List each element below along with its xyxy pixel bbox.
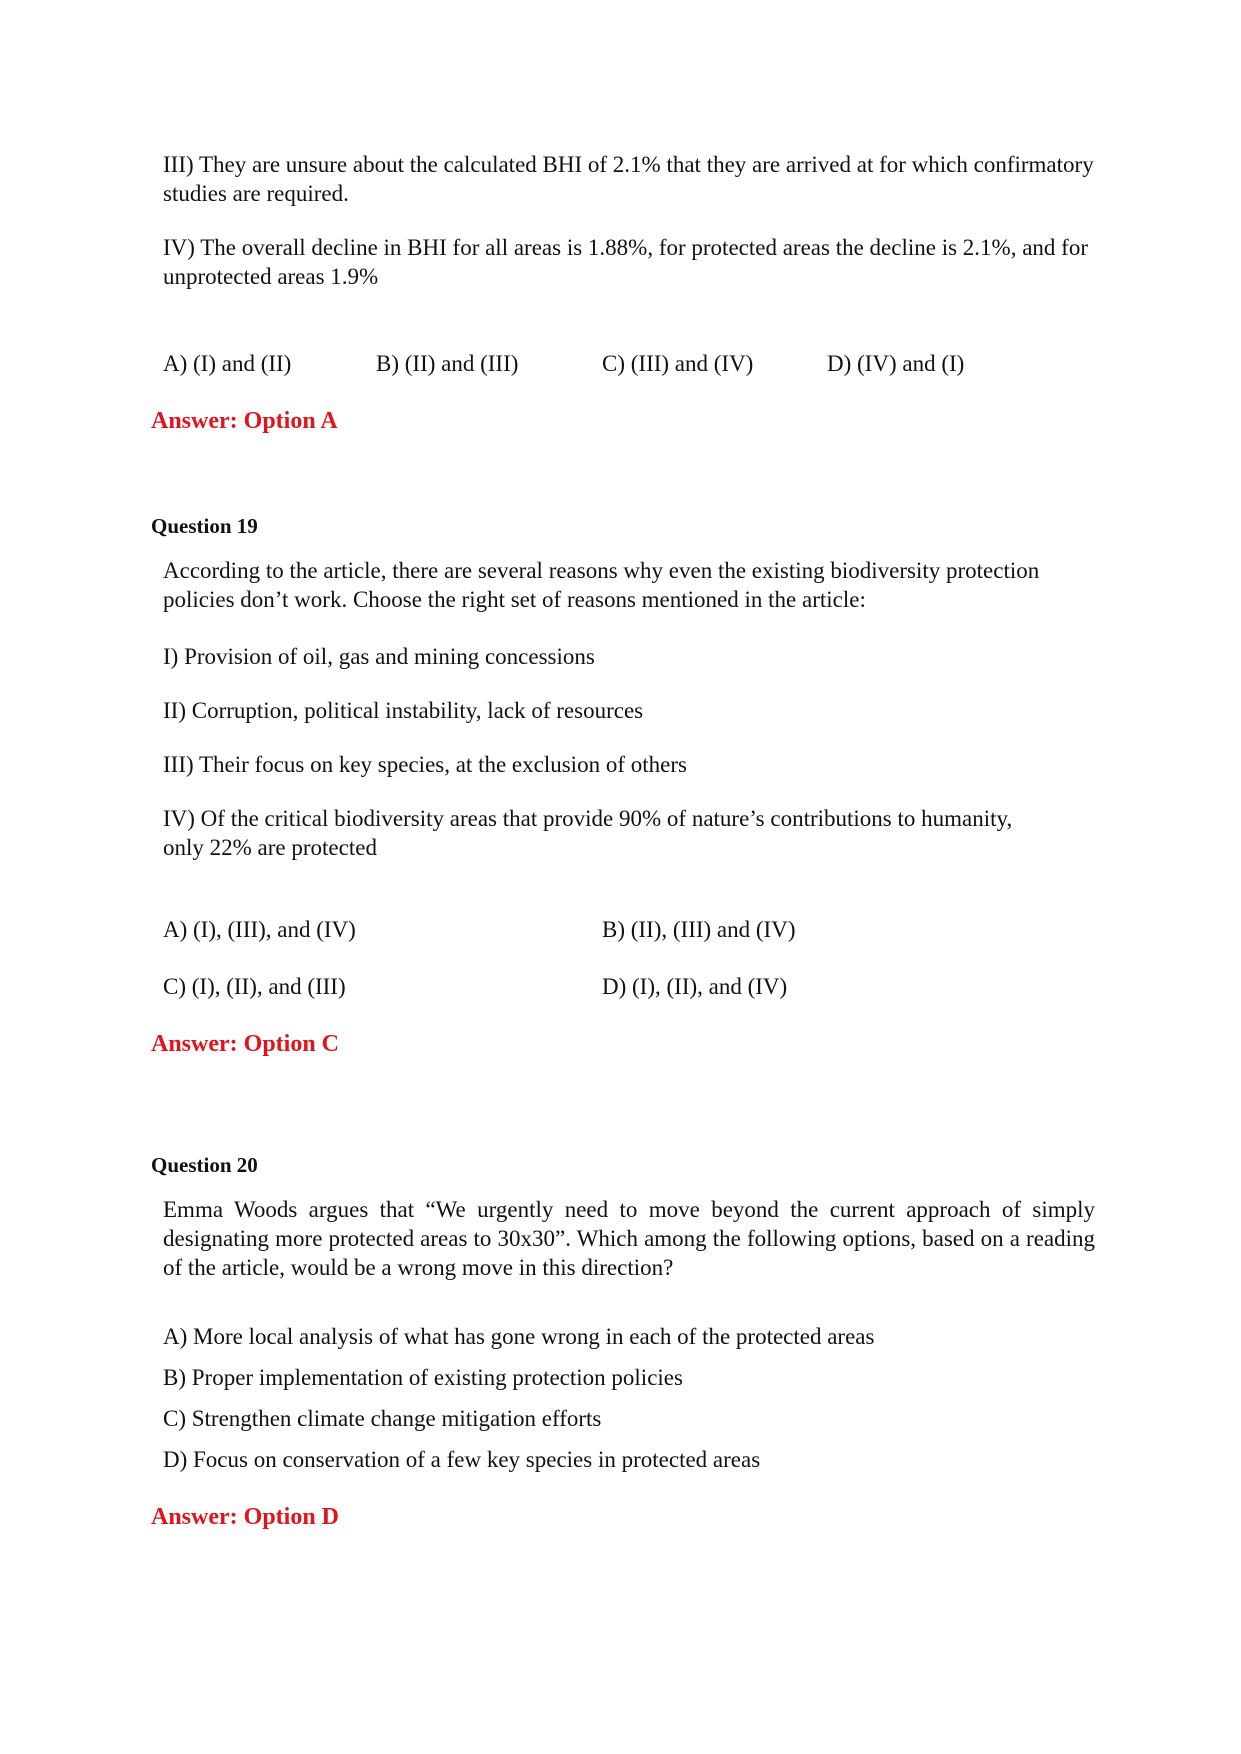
q18-option-a: A) (I) and (II) bbox=[163, 351, 292, 376]
q19-statement-ii: II) Corruption, political instability, lack of resources bbox=[163, 698, 644, 723]
q19-option-d: D) (I), (II), and (IV) bbox=[602, 974, 788, 999]
q19-statement-iv: IV) Of the critical biodiversity areas that provide 90% of nature’s contributions to humanity, only 22% are protected bbox=[163, 806, 1013, 860]
q19-option-c: C) (I), (II), and (III) bbox=[163, 974, 346, 999]
q18-statement-iv: IV) The overall decline in BHI for all areas is 1.88%, for protected areas the decline is 2.1%, and for unprotected areas 1.9% bbox=[163, 235, 1088, 289]
q19-option-a: A) (I), (III), and (IV) bbox=[163, 917, 356, 942]
q19-prompt: According to the article, there are several reasons why even the existing biodiversity protection policies don’t work. Choose the right set of reasons mentioned in the article: bbox=[163, 558, 1040, 612]
q20-answer: Answer: Option D bbox=[151, 1504, 340, 1530]
q19-heading: Question 19 bbox=[151, 514, 258, 538]
q20-option-b: B) Proper implementation of existing protection policies bbox=[163, 1365, 683, 1390]
q19-statement-iii: III) Their focus on key species, at the exclusion of others bbox=[163, 752, 687, 777]
q19-statement-i: I) Provision of oil, gas and mining concessions bbox=[163, 644, 595, 669]
q18-statement-iii: III) They are unsure about the calculated BHI of 2.1% that they are arrived at for which confirmatory studies are required. bbox=[163, 152, 1094, 206]
q20-heading: Question 20 bbox=[151, 1153, 258, 1177]
q20-option-d: D) Focus on conservation of a few key species in protected areas bbox=[163, 1447, 761, 1472]
q18-option-d: D) (IV) and (I) bbox=[827, 351, 965, 376]
q19-answer: Answer: Option C bbox=[151, 1031, 340, 1057]
q20-option-a: A) More local analysis of what has gone wrong in each of the protected areas bbox=[163, 1324, 875, 1349]
q18-answer: Answer: Option A bbox=[151, 408, 338, 434]
q20-option-c: C) Strengthen climate change mitigation efforts bbox=[163, 1406, 602, 1431]
q20-prompt: Emma Woods argues that “We urgently need to move beyond the current approach of simply designating more protected areas to 30x30”. Which among the following options, based on a reading of the article, would be a wrong move in this direction? bbox=[163, 1197, 1095, 1280]
q19-option-b: B) (II), (III) and (IV) bbox=[602, 917, 796, 942]
q18-option-b: B) (II) and (III) bbox=[376, 351, 519, 376]
q18-option-c: C) (III) and (IV) bbox=[602, 351, 754, 376]
